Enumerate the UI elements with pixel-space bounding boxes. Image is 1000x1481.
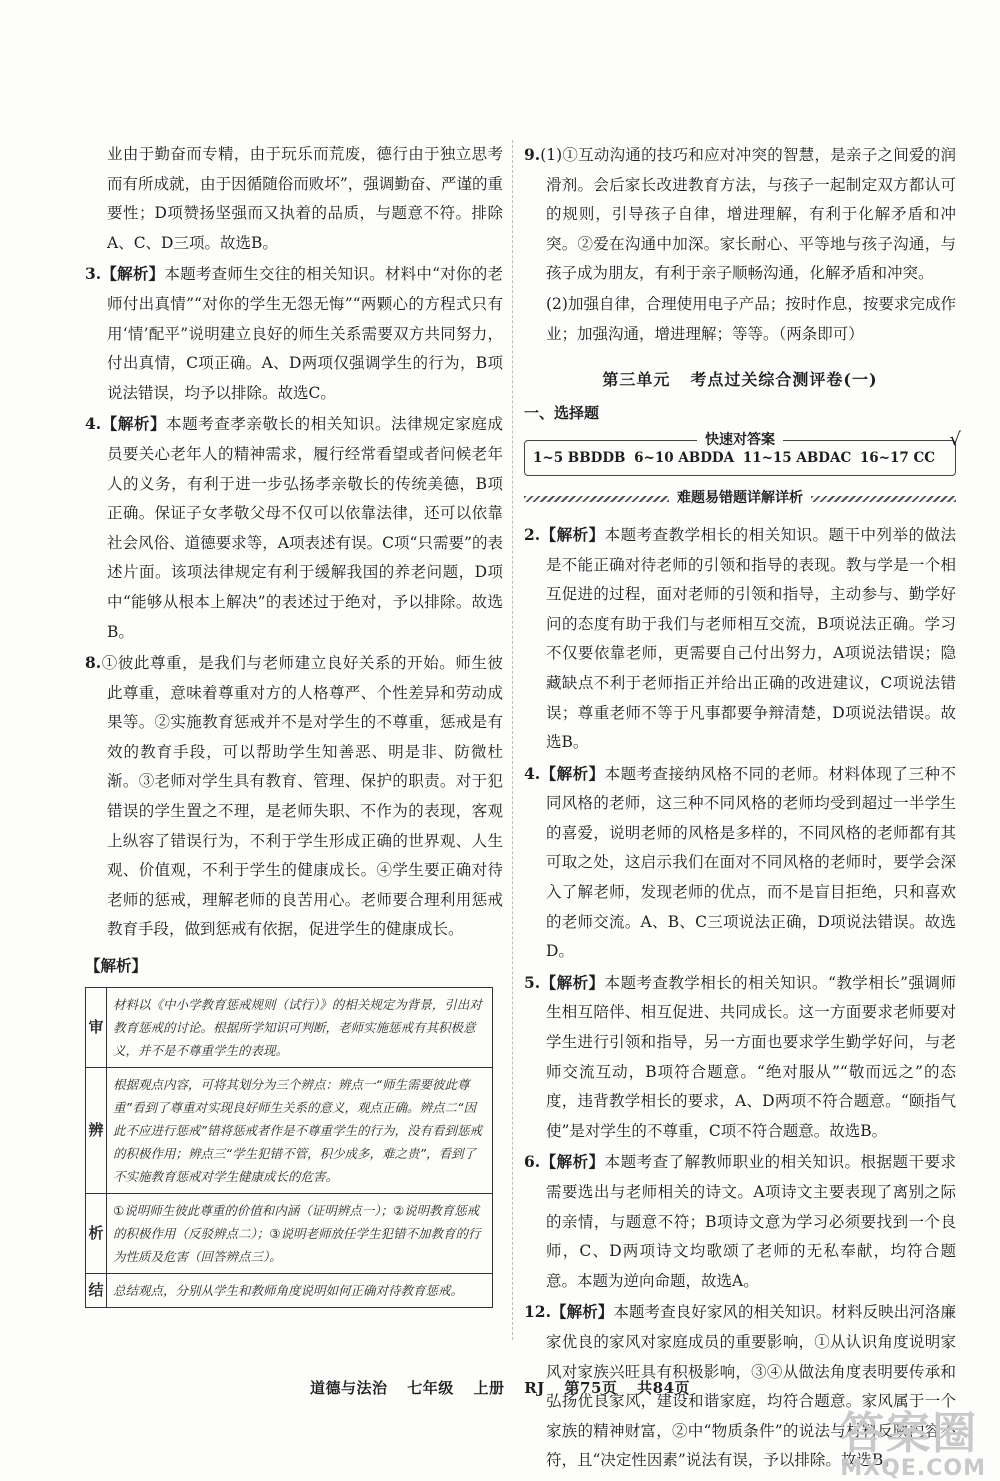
test-title: 考点过关综合测评卷(一) (690, 370, 878, 390)
footer-edition: RJ (524, 1379, 545, 1397)
question-item (85, 648, 503, 945)
right-column (524, 140, 961, 1477)
row-text: 材料以《中小学教育惩戒规则（试行）》的相关规定为背景，引出对教育惩戒的讨论。根据所学知识可判断，老师实施惩戒有其积极意义，并不是不尊重学生的表现。 (107, 987, 493, 1067)
question-text: ①彼此尊重，是我们与老师建立良好关系的开始。师生彼此尊重，意味着尊重对方的人格尊严、个性差异和劳动成果等。②实施教育惩戒并不是对学生的不尊重，惩戒是有效的教育手段，可以帮助学生知善恶、明是非、防微杜渐。③老师对学生具有教育、管理、保护的职责。对于犯错误的学生置之不理，是老师失职、不作为的表现，客观上纵容了错误行为，不利于学生形成正确的世界观、人生观、价值观，不利于学生的健康成长。④学生要正确对待老师的惩戒，理解老师的良苦用心。老师要合理利用惩戒教育手段，做到惩戒有依据，促进学生的健康成长。 (101, 654, 503, 939)
answer-row (533, 448, 935, 468)
watermark-logo: 答案圈 (840, 1408, 979, 1459)
continuation-paragraph: 业由于勤奋而专精，由于玩乐而荒废，德行由于独立思考而有所成就，由于因循随俗而败坏”，强调勤奋、严谨的重要性；D项赞扬坚强而又执着的品质，与题意不符。排除A、C、D三项。故选B。 (107, 145, 503, 252)
column-divider (512, 140, 513, 1340)
question-text: 本题考查了解教师职业的相关知识。根据题干要求需要选出与老师相关的诗文。A项诗文主要表现了离别之际的亲情，与题意不符；B项诗文意为学习必须要找到一个良师，C、D两项诗文均歌颂了老师的无私奉献，均符合题意。本题为逆向命题，故选A。 (546, 1153, 956, 1290)
analysis-tag: 【解析】 (540, 972, 605, 992)
question-number: 9. (524, 145, 541, 164)
question-text: 本题考查教学相长的相关知识。“教学相长”强调师生相互陪伴、相互促进、共同成长。这一方面要求老师要对学生进行引领和指导，另一方面也要求学生勤学好问，与老师交流互动，B项符合题意。“绝对服从”“敬而远之”的态度，违背教学相长的要求，A、D两项不符合题意。“颐指气使”是对学生的不尊重，C项不符合题意。故选B。 (546, 973, 956, 1140)
question-item (524, 968, 956, 1147)
question-number: 12. (524, 1302, 551, 1322)
table-row (86, 1273, 493, 1307)
analysis-heading: 【解析】 (85, 956, 148, 976)
question-item (524, 140, 956, 289)
question-text: (1)①互动沟通的技巧和应对冲突的智慧，是亲子之间爱的润滑剂。会后家长改进教育方法，与孩子一起制定双方都认可的规则，引导孩子自律，增进理解，有利于化解矛盾和冲突。②爱在沟通中加深。家长耐心、平等地与孩子沟通，与孩子成为朋友，有利于亲子顺畅沟通，化解矛盾和冲突。 (540, 146, 956, 283)
decorative-bar (811, 496, 956, 502)
question-item (85, 259, 503, 408)
footer-subject: 道德与法治 (309, 1379, 388, 1397)
footer-total: 共84页 (637, 1379, 691, 1397)
analysis-table (85, 987, 493, 1308)
question-text-part2: (2)加强自律，合理使用电子产品；按时作息，按要求完成作业；加强沟通，增进理解；等等。（两条即可） (546, 294, 956, 343)
answer-group: 16~17 CC (859, 450, 935, 467)
question-number: 4. (85, 414, 102, 434)
question-text: 本题考查教学相长的相关知识。题干中列举的做法是不能正确对待老师的引领和指导的表现。教与学是一个相互促进的过程，面对老师的引领和指导，主动参与、勤学好问的态度有助于我们与老师相互交流，B项说法正确。学习不仅要依靠老师，更需要自己付出努力，A项说法错误；隐藏缺点不利于老师指正并给出正确的改进建议，C项说法错误；尊重老师不等于凡事都要争辩清楚，D项说法错误。故选B。 (546, 525, 956, 752)
analysis-tag: 【解析】 (540, 1152, 605, 1172)
quick-answer-box (524, 429, 961, 476)
row-text: ①说明师生彼此尊重的价值和内涵（证明辨点一）；②说明教育惩戒的积极作用（反驳辨点二）；③说明老师放任学生犯错不加教育的行为性质及危害（回答辨点三）。 (107, 1193, 493, 1273)
row-text: 根据观点内容，可将其划分为三个辨点：辨点一“师生需要彼此尊重”看到了尊重对实现良好师生关系的意义，观点正确。辨点二“因此不应进行惩戒”错将惩戒者作是不尊重学生的行为，没有看到惩戒的积极作用；辨点三“学生犯错不管，积少成多，难之贵”，看到了不实施教育惩戒对学生健康成长的危害。 (107, 1067, 493, 1193)
question-item (85, 409, 503, 647)
analysis-tag: 【解析】 (540, 763, 605, 783)
footer-volume: 上册 (473, 1379, 505, 1397)
table-row (86, 1193, 493, 1273)
analysis-tag: 【解析】 (101, 264, 165, 284)
question-number: 5. (524, 972, 541, 992)
question-number: 3. (85, 264, 102, 284)
question-number: 8. (85, 653, 102, 673)
check-mark-icon: √ (949, 429, 961, 451)
left-column (85, 140, 503, 1308)
unit-label: 第三单元 (602, 370, 671, 390)
section-title (524, 365, 956, 395)
quick-answer-title: 快速对答案 (697, 430, 783, 450)
detailed-analysis-title (524, 484, 956, 514)
watermark-url: MXQE.COM (840, 1456, 986, 1481)
question-text: 本题考查接纳风格不同的老师。材料体现了三种不同风格的老师，这三种不同风格的老师均受到超过一半学生的喜爱，说明老师的风格是多样的，不同风格的老师都有其可取之处，这启示我们在面对不同风格的老师时，要学会深入了解老师，发现老师的优点，而不是盲目拒绝，只和喜欢的老师交流。A、B、C三项说法正确，D项说法错误。故选D。 (546, 764, 956, 961)
page-footer (0, 1377, 1000, 1398)
question-number: 2. (524, 524, 541, 544)
footer-page: 第75页 (564, 1379, 618, 1397)
table-row (86, 1067, 493, 1193)
analysis-tag: 【解析】 (540, 524, 605, 544)
row-label: 辨 (86, 1067, 107, 1193)
section-subheading: 一、选择题 (524, 403, 600, 422)
analysis-tag: 【解析】 (101, 414, 167, 434)
row-label: 审 (86, 987, 107, 1067)
question-number: 4. (524, 763, 541, 783)
footer-grade: 七年级 (407, 1379, 454, 1397)
question-item (524, 759, 956, 967)
question-text: 本题考查师生交往的相关知识。材料中“对你的老师付出真情”“对你的学生无怨无悔”“两颗心的方程式只有用‘情’配平”说明建立良好的师生关系需要双方共同努力，付出真情，C项正确。A、D两项仅强调学生的行为，B项说法错误，均予以排除。故选C。 (107, 265, 503, 402)
question-item (524, 520, 956, 758)
row-label: 结 (86, 1273, 107, 1307)
detailed-analysis-label: 难题易错题详解详析 (677, 490, 803, 507)
answer-group: 6~10 ABDDA (634, 450, 735, 467)
question-item (524, 1147, 956, 1296)
row-label: 析 (86, 1193, 107, 1273)
answer-group: 1~5 BBDDB (533, 450, 626, 467)
table-row (86, 987, 493, 1067)
question-text: 本题考查孝亲敬长的相关知识。法律规定家庭成员要关心老年人的精神需求，履行经常看望或者问候老年人的义务，有利于进一步弘扬孝亲敬长的传统美德，B项正确。保证子女孝敬父母不仅可以依靠法律，还可以依靠社会风俗、道德要求等，A项表述有误。C项“只需要”的表述片面。该项法律规定有利于缓解我国的养老问题，D项中“能够从根本上解决”的表述过于绝对，予以排除。故选B。 (107, 415, 503, 641)
row-text: 总结观点，分别从学生和教师角度说明如何正确对待教育惩戒。 (107, 1273, 493, 1307)
analysis-tag: 【解析】 (550, 1302, 614, 1322)
question-text: 本题考查良好家风的相关知识。材料反映出河洛廉家优良的家风对家庭成员的重要影响，①从认识角度说明家风对家族兴旺具有积极影响，③④从做法角度表明要传承和弘扬优良家风，建设和谐家庭，均符合题意。家风属于一个家族的精神财富，②中“物质条件”的说法与材料反映内容不符，且“决定性因素”说法有误，予以排除。故选B。 (546, 1303, 956, 1470)
question-number: 6. (524, 1152, 541, 1172)
answer-group: 11~15 ABDAC (742, 450, 852, 467)
decorative-bar (524, 496, 669, 502)
